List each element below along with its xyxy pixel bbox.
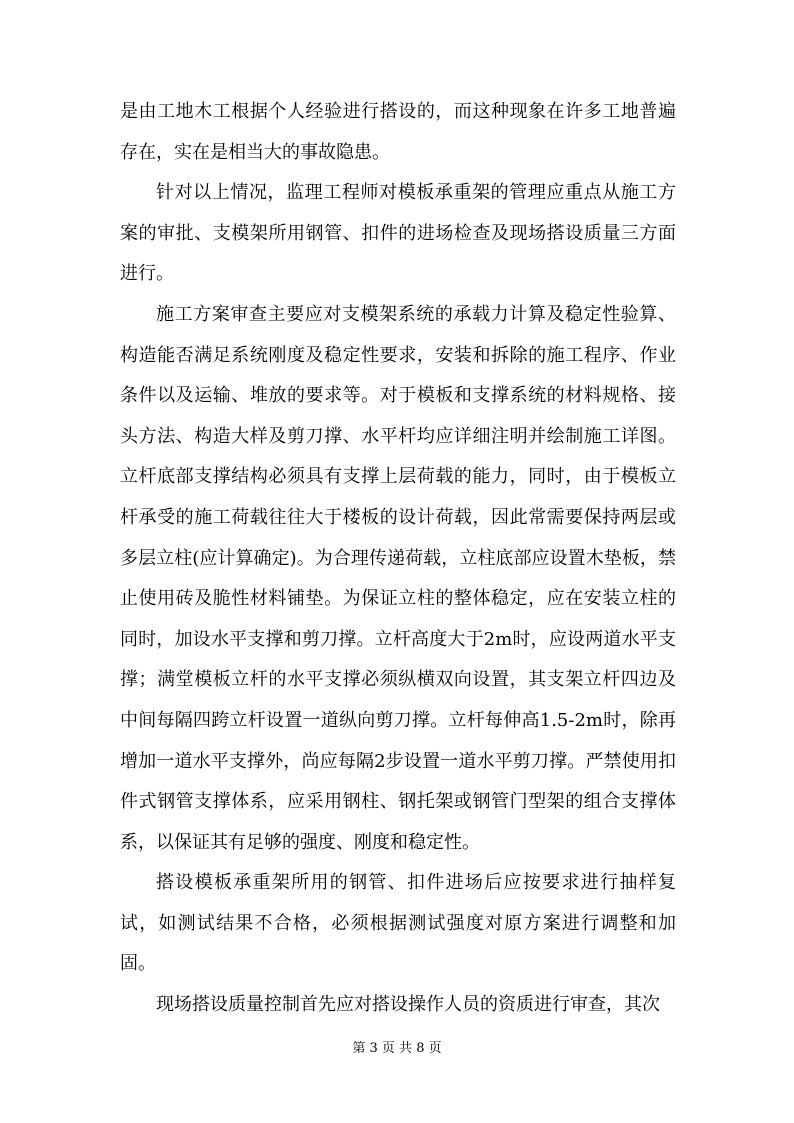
page-number-label: 第 3 页 共 8 页 <box>352 1041 442 1056</box>
page-footer <box>0 1041 794 1057</box>
paragraph-5: 现场搭设质量控制首先应对搭设操作人员的资质进行审查，其次 <box>156 994 660 1016</box>
document-body <box>120 92 676 1026</box>
paragraph-3: 施工方案审查主要应对支模架系统的承载力计算及稳定性验算、构造能否满足系统刚度及稳定性要求，安装和拆除的施工程序、作业条件以及运输、堆放的要求等。对于模板和支撑系统的材料规格、接头方法、构造大样及剪刀撑、水平杆均应详细注明并绘制施工详图。立杆底部支撑结构必须具有支撑上层荷载的能力，同时，由于模板立杆承受的施工荷载往往大于楼板的设计荷载，因此常需要保持两层或多层立柱(应计算确定)。为合理传递荷载，立柱底部应设置木垫板，禁止使用砖及脆性材料铺垫。为保证立柱的整体稳定，应在安装立柱的同时，加设水平支撑和剪刀撑。立杆高度大于2m时，应设两道水平支撑；满堂模板立杆的水平支撑必须纵横双向设置，其支架立杆四边及中间每隔四跨立杆设置一道纵向剪刀撑。立杆每伸高1.5-2m时，除再增加一道水平支撑外，尚应每隔2步设置一道水平剪刀撑。严禁使用扣件式钢管支撑体系，应采用钢柱、钢托架或钢管门型架的组合支撑体系，以保证其有足够的强度、刚度和稳定性。 <box>120 303 676 853</box>
paragraph-2: 针对以上情况，监理工程师对模板承重架的管理应重点从施工方案的审批、支模架所用钢管、扣件的进场检查及现场搭设质量三方面进行。 <box>120 182 676 285</box>
paragraph-1: 是由工地木工根据个人经验进行搭设的，而这种现象在许多工地普遍存在，实在是相当大的事故隐患。 <box>120 101 676 163</box>
paragraph-4: 搭设模板承重架所用的钢管、扣件进场后应按要求进行抽样复试，如测试结果不合格，必须根据测试强度对原方案进行调整和加固。 <box>120 872 676 975</box>
